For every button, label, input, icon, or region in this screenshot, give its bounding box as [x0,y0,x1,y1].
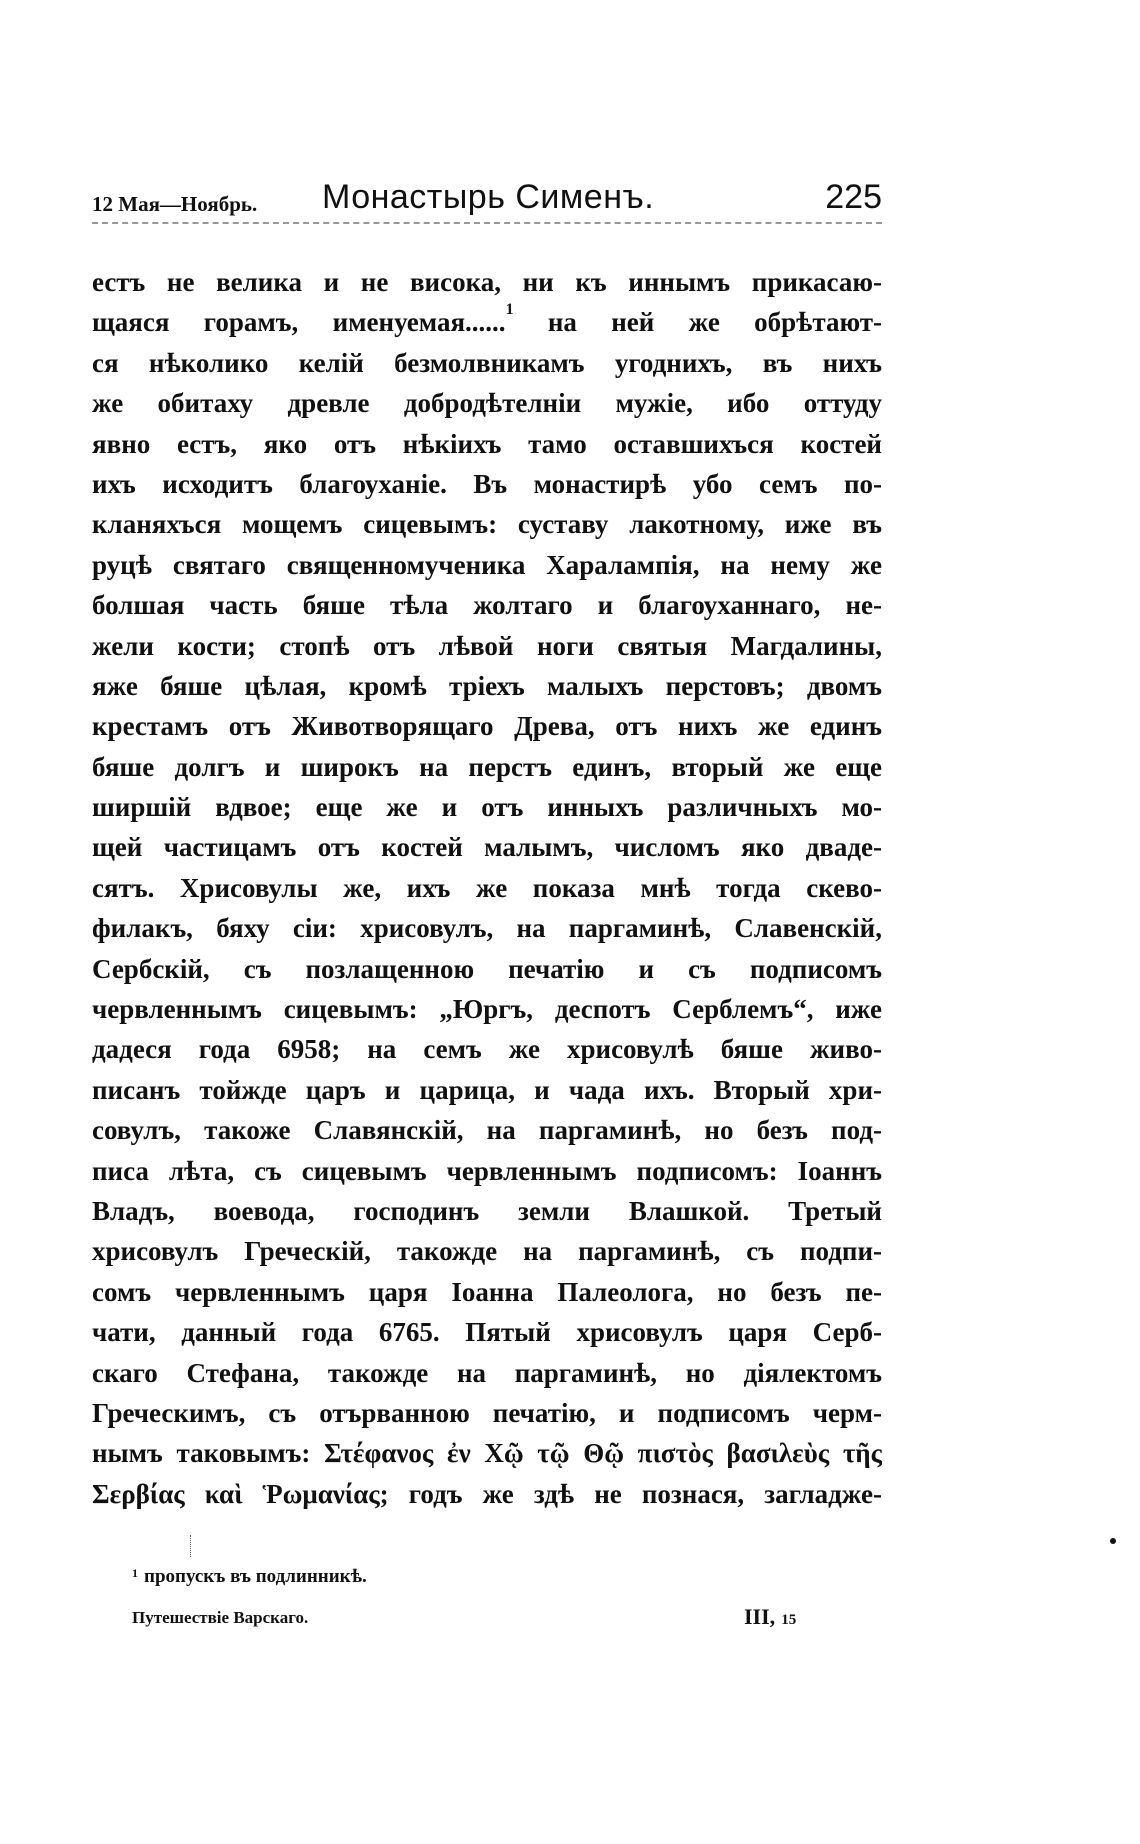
header-rule [92,222,882,224]
text-line: филакъ, бяху сіи: хрисовулъ, на паргаминѣ, Славенскій, [92,913,882,944]
text-line: сомъ червленнымъ царя Іоанна Палеолога, но безъ пе- [92,1276,882,1307]
running-header [92,178,882,222]
text-line: же обитаху древле добродѣтелніи мужіе, ибо оттуду [92,388,882,419]
text-line: скаго Стефана, такожде на паргаминѣ, но діялектомъ [92,1357,882,1388]
text-line: писанъ тойжде царъ и царица, и чада ихъ. Вторый хри- [92,1074,882,1105]
page-number: 225 [825,178,882,216]
body-text [92,262,882,1514]
text-line: щей частицамъ отъ костей малымъ, числомъ яко двадe- [92,832,882,863]
text-line: естъ не велика и не висока, ни къ иннымъ прикасаю- [92,267,882,297]
text-line [92,302,882,342]
text-line: крестамъ отъ Животворящаго Древа, отъ нихъ же единъ [92,711,882,742]
text-line: писа лѣта, съ сицевымъ червленнымъ подписомъ: Іоаннъ [92,1155,882,1186]
signature-volume: III, [744,1604,776,1629]
text-fragment: на ней же обрѣтают- [547,307,882,338]
text-line: явно естъ, яко отъ нѣкіихъ тамо оставшихъся костей [92,428,882,459]
text-line: Σερβίας καὶ Ῥωμανίας; годъ же здѣ не познася, загладже- [92,1478,882,1509]
text-line: ихъ исходитъ благоуханіе. Въ монастирѣ убо семъ по- [92,468,882,499]
text-line: хрисовулъ Греческій, такожде на паргаминѣ, съ подпи- [92,1236,882,1267]
text-line: бяше долгъ и широкъ на перстъ единъ, вторый же еще [92,751,882,782]
footnote [132,1566,367,1588]
text-line: нымъ таковымъ: Στέφανος ἐν Χῷ τῷ Θῷ πιστὸς βασιλεὺς τῆς [92,1438,882,1469]
signature-sheet: 15 [781,1612,797,1628]
footnote-separator [190,1535,191,1557]
text-line: Сербскій, съ позлащенною печатію и съ подписомъ [92,953,882,984]
text-line: болшая часть бяше тѣла жолтаго и благоуханнаго, не- [92,590,882,621]
text-line: руцѣ святаго священномученика Харалампія, на нему же [92,549,882,580]
text-line: жели кости; стопѣ отъ лѣвой ноги святыя Магдалины, [92,630,882,661]
text-line: сятъ. Хрисовулы же, ихъ же показа мнѣ тогда скево- [92,872,882,903]
text-line: яже бяше цѣлая, кромѣ тріехъ малыхъ перстовъ; двомъ [92,670,882,701]
text-line: кланяхъся мощемъ сицевымъ: суставу лакотному, иже въ [92,509,882,540]
text-line: дадеся года 6958; на семъ же хрисовулѣ бяше живо- [92,1034,882,1065]
text-line: Владъ, воевода, господинъ земли Влашкой. Третый [92,1195,882,1226]
header-title: Монастырь Сименъ. [322,178,655,216]
text-line: ширшій вдвое; еще же и отъ инныхъ различныхъ мо- [92,792,882,823]
text-fragment: щаяся горамъ, именуемая...... [92,307,506,338]
footnote-marker: 1 [132,1566,138,1580]
footnote-ref: 1 [505,302,514,319]
header-date-range: 12 Мая—Ноябрь. [92,192,258,216]
text-line: ся нѣколико келій безмолвникамъ угоднихъ, въ нихъ [92,347,882,378]
footnote-text: пропускъ въ подлинникѣ. [144,1566,367,1587]
ink-speck [1110,1538,1116,1544]
text-line: чати, данный года 6765. Пятый хрисовулъ царя Серб- [92,1317,882,1348]
text-line: совулъ, такоже Славянскій, на паргаминѣ, но безъ под- [92,1115,882,1146]
text-line: Греческимъ, съ отърванною печатію, и подписомъ черм- [92,1397,882,1428]
signature-mark [744,1604,796,1630]
signature-label: Путешествіе Варскаго. [132,1608,309,1627]
text-line: червленнымъ сицевымъ: „Юргъ, деспотъ Серблемъ“, иже [92,994,882,1025]
